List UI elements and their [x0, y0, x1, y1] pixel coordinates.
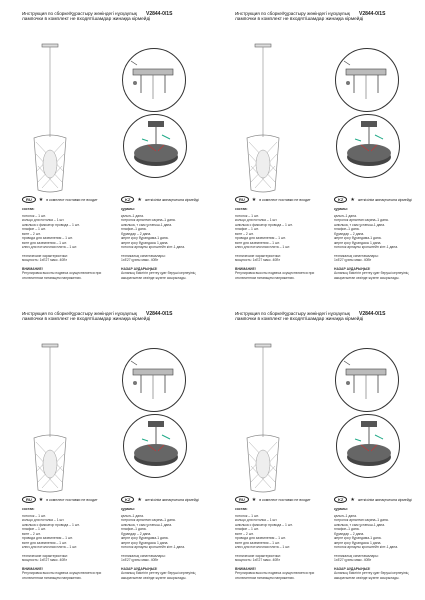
list-item: винт – 2 шт. — [22, 531, 41, 536]
list-item: потолок арнаулы кронштейн кілт-1 дана. — [121, 545, 186, 549]
list-item: ключ для потолочная плита – 1 шт. — [235, 545, 291, 549]
ru-column — [235, 507, 330, 580]
list-item: шпилька, т сым ұстағыш-1 дана. — [334, 522, 386, 527]
instruction-panel — [0, 0, 212, 300]
kz-column — [121, 207, 211, 280]
list-item: кольцо для потолка – 1 шт. — [235, 518, 278, 522]
list-item: жерге қосу бұрандама-1 дана. — [121, 236, 169, 240]
kz-list — [334, 514, 424, 550]
ru-tech: мощность: 1xE27 макс. 40Вт — [22, 258, 68, 262]
ru-title: состав: — [235, 507, 248, 511]
list-item: потолок арнаулы кронштейн кілт-1 дана. — [334, 245, 399, 249]
list-item: потолок – 1 шт. — [22, 513, 46, 518]
kz-badge-row — [334, 496, 412, 503]
canopy-wiring-diagram — [336, 114, 400, 178]
list-item: винт для заземления – 1 шт. — [22, 540, 67, 545]
list-item: қалып–1 дана. — [121, 213, 144, 218]
kz-warn: Аспаның биіктігін реттеу қуат беруші кернеуінің ажыратылған кезінде жүзеге асырылады. — [334, 271, 409, 280]
list-item: потолок – 1 шт. — [22, 213, 46, 218]
kz-badge-text: жеткізілім жинақтығына кірмейді — [144, 497, 199, 502]
canopy-wiring-diagram — [336, 414, 400, 478]
pendant-lamp-illustration — [28, 42, 72, 194]
list-item: винт – 2 шт. — [22, 231, 41, 236]
kz-column — [334, 507, 424, 580]
kz-tech: 1xE27 қуаты макс. 40Вт — [334, 558, 372, 562]
list-item: провода для заземления – 1 шт. — [22, 536, 73, 540]
kz-title: құрамы: — [334, 207, 349, 211]
list-item: потролок арналған сақина–1 дана. — [334, 218, 389, 222]
list-item: шпилька с фиксатор провода – 1 шт. — [22, 522, 80, 527]
kz-badge-row — [121, 496, 199, 503]
kz-warn-title: НАЗАР АУДАРЫҢЫЗ! — [121, 566, 158, 571]
list-item: плафон – 1 шт. — [235, 527, 259, 531]
list-item: потролок арналған сақина–1 дана. — [334, 518, 389, 522]
list-item: ключ для потолочная плита – 1 шт. — [22, 245, 78, 249]
canopy-wiring-diagram — [123, 414, 187, 478]
header-line1: Инструкция по сборке/Құрастыру жөніндегі нұсқаулық — [235, 11, 350, 16]
kz-badge: KZ — [334, 196, 347, 203]
list-item: шпилька, т сым ұстағыш-1 дана. — [334, 222, 386, 227]
list-item: провода для заземления – 1 шт. — [235, 536, 286, 540]
list-item: потолок арнаулы кронштейн кілт-1 дана. — [121, 245, 186, 249]
kz-column — [334, 207, 424, 280]
kz-tech-title: техникалық сипаттамалары: — [334, 553, 379, 558]
ru-tech-title: технические характеристики: — [22, 553, 68, 558]
list-item: жерге қосу бұрандасы 1 дана. — [334, 540, 382, 545]
kz-tech: 1xE27 қуаты макс. 40Вт — [334, 258, 372, 262]
list-item: провода для заземления – 1 шт. — [22, 236, 73, 240]
list-item: кольцо для потолка – 1 шт. — [22, 518, 65, 522]
list-item: плафон – 1 шт. — [22, 227, 46, 231]
pendant-lamp-illustration — [28, 342, 72, 494]
kz-tech: 1xE27 қуаты макс. 40Вт — [121, 558, 159, 562]
ru-badge: RU — [235, 196, 249, 203]
header — [22, 11, 212, 23]
ru-list — [22, 514, 117, 550]
mounting-bracket-diagram — [122, 348, 186, 412]
header — [22, 311, 212, 323]
kz-badge: KZ — [121, 496, 134, 503]
ru-badge: RU — [22, 196, 36, 203]
instruction-panel — [0, 300, 212, 600]
list-item: винт – 2 шт. — [235, 531, 254, 536]
instruction-panel — [213, 0, 425, 300]
kz-warn-title: НАЗАР АУДАРЫҢЫЗ! — [334, 566, 371, 571]
list-item: кольцо для потолка – 1 шт. — [235, 218, 278, 222]
list-item: бұрандар – 2 дана. — [121, 231, 152, 236]
ru-tech-title: технические характеристики: — [22, 253, 68, 258]
ru-column — [22, 207, 117, 280]
ru-title: состав: — [22, 507, 35, 511]
ru-column — [22, 507, 117, 580]
star-icon: ★ — [137, 196, 142, 203]
ru-warn: Регулировка высоты подвеса осуществляется при отключенном питающем напряжении. — [235, 271, 315, 280]
ru-title: состав: — [22, 207, 35, 211]
kz-tech-title: техникалық сипаттамалары: — [334, 253, 379, 258]
header-line1: Инструкция по сборке/Құрастыру жөніндегі нұсқаулық — [22, 311, 137, 316]
list-item: жерге қосу бұрандасы 1 дана. — [121, 240, 169, 245]
list-item: плафон–1 дана. — [121, 527, 147, 531]
list-item: шпилька, т сым ұстағыш-1 дана. — [121, 522, 173, 527]
list-item: винт для заземления – 1 шт. — [235, 540, 280, 545]
ru-warn-title: ВНИМАНИЕ! — [22, 266, 43, 271]
kz-badge-row — [121, 196, 199, 203]
canopy-wiring-diagram — [123, 114, 187, 178]
list-item: плафон – 1 шт. — [22, 527, 46, 531]
kz-warn-title: НАЗАР АУДАРЫҢЫЗ! — [121, 266, 158, 271]
model-number: V2844-0/1S — [146, 311, 173, 317]
list-item: бұрандар – 2 дана. — [334, 531, 365, 536]
ru-badge: RU — [235, 496, 249, 503]
list-item: жерге қосу бұрандама-1 дана. — [334, 536, 382, 540]
list-item: қалып–1 дана. — [334, 213, 357, 218]
list-item: бұрандар – 2 дана. — [121, 531, 152, 536]
star-icon: ★ — [251, 496, 257, 503]
kz-badge: KZ — [121, 196, 134, 203]
list-item: потролок арналған сақина–1 дана. — [121, 518, 176, 522]
kz-column — [121, 507, 211, 580]
model-number: V2844-0/1S — [359, 11, 386, 17]
ru-tech-title: технические характеристики: — [235, 253, 281, 258]
kz-warn: Аспаның биіктігін реттеу қуат беруші кернеуінің ажыратылған кезінде жүзеге асырылады. — [121, 271, 196, 280]
list-item: кольцо для потолка – 1 шт. — [22, 218, 65, 222]
ru-badge: RU — [22, 496, 36, 503]
star-icon: ★ — [350, 496, 355, 503]
header — [235, 11, 425, 23]
list-item: плафон – 1 шт. — [235, 227, 259, 231]
list-item: шпилька с фиксатор провода – 1 шт. — [235, 222, 293, 227]
list-item: плафон–1 дана. — [121, 227, 147, 231]
mounting-bracket-diagram — [122, 48, 186, 112]
ru-list — [22, 214, 117, 250]
list-item: ключ для потолочная плита – 1 шт. — [22, 545, 78, 549]
ru-list — [235, 214, 330, 250]
list-item: жерге қосу бұрандасы 1 дана. — [121, 540, 169, 545]
header-line2: лампочки в комплект не входят/шамдар жинаққа кірмейді — [235, 317, 364, 322]
list-item: жерге қосу бұрандама-1 дана. — [334, 236, 382, 240]
kz-list — [334, 214, 424, 250]
kz-tech-title: техникалық сипаттамалары: — [121, 253, 166, 258]
kz-warn: Аспаның биіктігін реттеу қуат беруші кернеуінің ажыратылған кезінде жүзеге асырылады. — [334, 571, 409, 580]
ru-tech: мощность: 1xE27 макс. 40Вт — [235, 558, 281, 562]
ru-warn: Регулировка высоты подвеса осуществляется при отключенном питающем напряжении. — [22, 571, 102, 580]
list-item: жерге қосу бұрандасы 1 дана. — [334, 240, 382, 245]
star-icon: ★ — [38, 496, 44, 503]
kz-tech: 1xE27 қуаты макс. 40Вт — [121, 258, 159, 262]
list-item: шпилька, т сым ұстағыш-1 дана. — [121, 222, 173, 227]
ru-badge-row — [22, 196, 98, 203]
star-icon: ★ — [38, 196, 44, 203]
pendant-lamp-illustration — [241, 342, 285, 494]
kz-title: құрамы: — [121, 507, 136, 511]
ru-list — [235, 514, 330, 550]
kz-badge-text: жеткізілім жинақтығына кірмейді — [357, 497, 412, 502]
star-icon: ★ — [137, 496, 142, 503]
kz-badge-text: жеткізілім жинақтығына кірмейді — [357, 197, 412, 202]
ru-tech: мощность: 1xE27 макс. 40Вт — [22, 558, 68, 562]
list-item: плафон–1 дана. — [334, 227, 360, 231]
header-line2: лампочки в комплект не входят/шамдар жинаққа кірмейді — [235, 17, 364, 22]
kz-warn-title: НАЗАР АУДАРЫҢЫЗ! — [334, 266, 371, 271]
ru-badge-text: в комплект поставки не входит — [46, 497, 98, 502]
kz-tech-title: техникалық сипаттамалары: — [121, 553, 166, 558]
pendant-lamp-illustration — [241, 42, 285, 194]
ru-badge-row — [235, 496, 311, 503]
ru-column — [235, 207, 330, 280]
list-item: жерге қосу бұрандама-1 дана. — [121, 536, 169, 540]
kz-warn: Аспаның биіктігін реттеу қуат беруші кернеуінің ажыратылған кезінде жүзеге асырылады. — [121, 571, 196, 580]
mounting-bracket-diagram — [335, 348, 399, 412]
kz-list — [121, 514, 211, 550]
ru-title: состав: — [235, 207, 248, 211]
ru-badge-text: в комплект поставки не входит — [259, 197, 311, 202]
instruction-panel — [213, 300, 425, 600]
mounting-bracket-diagram — [335, 48, 399, 112]
list-item: потолок арнаулы кронштейн кілт-1 дана. — [334, 545, 399, 549]
header-line2: лампочки в комплект не входят/шамдар жинаққа кірмейді — [22, 317, 151, 322]
kz-badge: KZ — [334, 496, 347, 503]
kz-list — [121, 214, 211, 250]
ru-warn-title: ВНИМАНИЕ! — [235, 566, 256, 571]
ru-tech-title: технические характеристики: — [235, 553, 281, 558]
model-number: V2844-0/1S — [146, 11, 173, 17]
star-icon: ★ — [350, 196, 355, 203]
list-item: винт для заземления – 1 шт. — [235, 240, 280, 245]
ru-badge-row — [235, 196, 311, 203]
list-item: қалып–1 дана. — [121, 513, 144, 518]
kz-title: құрамы: — [121, 207, 136, 211]
header — [235, 311, 425, 323]
ru-warn: Регулировка высоты подвеса осуществляется при отключенном питающем напряжении. — [235, 571, 315, 580]
list-item: бұрандар – 2 дана. — [334, 231, 365, 236]
kz-badge-text: жеткізілім жинақтығына кірмейді — [144, 197, 199, 202]
ru-warn-title: ВНИМАНИЕ! — [22, 566, 43, 571]
header-line1: Инструкция по сборке/Құрастыру жөніндегі нұсқаулық — [235, 311, 350, 316]
list-item: қалып–1 дана. — [334, 513, 357, 518]
list-item: шпилька с фиксатор провода – 1 шт. — [235, 522, 293, 527]
header-line2: лампочки в комплект не входят/шамдар жинаққа кірмейді — [22, 17, 151, 22]
list-item: винт – 2 шт. — [235, 231, 254, 236]
ru-badge-text: в комплект поставки не входит — [259, 497, 311, 502]
kz-badge-row — [334, 196, 412, 203]
header-line1: Инструкция по сборке/Құрастыру жөніндегі нұсқаулық — [22, 11, 137, 16]
ru-badge-text: в комплект поставки не входит — [46, 197, 98, 202]
list-item: провода для заземления – 1 шт. — [235, 236, 286, 240]
ru-warn: Регулировка высоты подвеса осуществляется при отключенном питающем напряжении. — [22, 271, 102, 280]
list-item: ключ для потолочная плита – 1 шт. — [235, 245, 291, 249]
ru-warn-title: ВНИМАНИЕ! — [235, 266, 256, 271]
list-item: потолок – 1 шт. — [235, 213, 259, 218]
list-item: плафон–1 дана. — [334, 527, 360, 531]
list-item: потролок арналған сақина–1 дана. — [121, 218, 176, 222]
ru-tech: мощность: 1xE27 макс. 40Вт — [235, 258, 281, 262]
list-item: шпилька с фиксатор провода – 1 шт. — [22, 222, 80, 227]
ru-badge-row — [22, 496, 98, 503]
star-icon: ★ — [251, 196, 257, 203]
list-item: потолок – 1 шт. — [235, 513, 259, 518]
kz-title: құрамы: — [334, 507, 349, 511]
list-item: винт для заземления – 1 шт. — [22, 240, 67, 245]
model-number: V2844-0/1S — [359, 311, 386, 317]
